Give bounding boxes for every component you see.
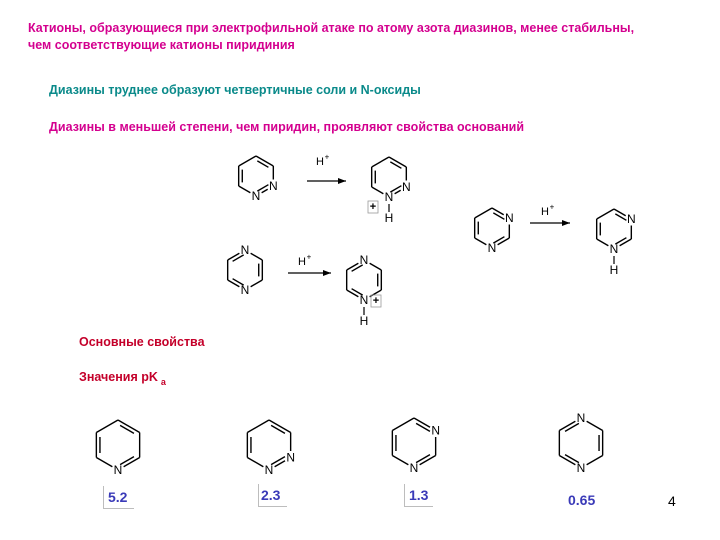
arrow-head <box>323 270 331 276</box>
nitrogen-atom-label: N <box>240 283 250 297</box>
pyrimidinium-cation <box>597 209 636 256</box>
ring-bond <box>587 421 603 430</box>
pka-value-pyrimidine: 1.3 <box>409 487 429 503</box>
pyridazinium-n-h <box>385 204 394 225</box>
nitrogen-atom-label: N <box>359 293 369 307</box>
reagent-charge-label: + <box>306 252 312 262</box>
header-line-2: чем соответствующие катионы пиридиния <box>28 38 295 52</box>
basic-properties-title: Основные свойства <box>79 335 205 349</box>
reagent-h-plus-3 <box>541 203 555 219</box>
pyrimidine-structure <box>392 418 440 475</box>
cation-charge-label: + <box>372 295 380 307</box>
arrow-head <box>338 178 346 184</box>
pyrimidinium-n-h <box>610 256 619 277</box>
ring-bond <box>392 418 414 431</box>
nitrogen-atom-label: N <box>487 241 497 255</box>
nitrogen-atom-label: N <box>359 253 369 267</box>
ring-bond <box>475 238 487 245</box>
nitrogen-atom-label: N <box>609 242 619 256</box>
reagent-h-label: H <box>316 156 324 168</box>
reagent-h-plus-1 <box>316 153 330 169</box>
nitrogen-atom-label: N <box>384 190 394 204</box>
reagent-charge-label: + <box>549 202 555 212</box>
reagent-charge-label: + <box>324 152 330 162</box>
ring-bond <box>597 239 609 246</box>
reagent-h-label: H <box>298 256 306 268</box>
nitrogen-atom-label: N <box>401 180 411 194</box>
statement-basicity: Диазины в меньшей степени, чем пиридин, проявляют свойства оснований <box>49 120 525 134</box>
ring-bond <box>559 421 575 430</box>
pka-label-subscript: a <box>160 376 166 387</box>
ring-double-bond <box>271 425 285 433</box>
pyrazine-reactant <box>228 243 263 297</box>
pyrazinium-charge <box>371 295 381 307</box>
hydrogen-atom-label: H <box>384 211 394 225</box>
ring-bond <box>96 420 118 433</box>
pyridazinium-charge <box>368 201 378 213</box>
pka-value-pyridine: 5.2 <box>108 489 128 505</box>
page-number: 4 <box>668 493 676 509</box>
ring-bond <box>597 209 614 219</box>
ring-double-bond <box>416 423 430 431</box>
nitrogen-atom-label: N <box>431 423 440 438</box>
ring-bond <box>414 418 430 427</box>
ring-bond <box>587 456 603 465</box>
nitrogen-atom-label: N <box>286 450 295 465</box>
ring-bond <box>475 208 492 218</box>
nitrogen-atom-label: N <box>240 243 250 257</box>
nitrogen-atom-label: N <box>251 189 261 203</box>
pka-label-text: Значения pK <box>79 370 158 384</box>
nitrogen-atom-label: N <box>113 463 123 477</box>
ring-bond <box>247 420 269 433</box>
pka-value-pyridazine: 2.3 <box>261 487 281 503</box>
nitrogen-atom-label: N <box>576 461 586 475</box>
reaction-arrow-1 <box>307 178 346 184</box>
nitrogen-atom-label: N <box>268 179 278 193</box>
reaction-arrow-3 <box>530 220 570 226</box>
reagent-h-plus-2 <box>298 253 312 269</box>
nitrogen-atom-label: N <box>504 211 514 225</box>
pyridine-structure <box>96 420 139 477</box>
pyridazine-reactant <box>239 156 278 203</box>
ring-bond <box>239 156 256 166</box>
ring-bond <box>372 157 389 167</box>
arrow-head <box>562 220 570 226</box>
ring-bond <box>370 263 382 270</box>
nitrogen-atom-label: N <box>409 461 419 475</box>
nitrogen-atom-label: N <box>626 212 636 226</box>
reagent-h-label: H <box>541 206 549 218</box>
ring-bond <box>395 190 401 194</box>
ring-bond <box>251 280 263 287</box>
ring-bond <box>239 186 251 193</box>
nitrogen-atom-label: N <box>576 411 586 425</box>
pyrimidine-reactant <box>475 208 514 255</box>
molecule-layer <box>96 153 635 478</box>
pka-value-pyrazine: 0.65 <box>568 492 596 508</box>
hydrogen-atom-label: H <box>609 263 619 277</box>
ring-bond <box>262 189 268 193</box>
pyrazine-structure <box>559 411 602 475</box>
pyridazinium-cation <box>372 157 411 204</box>
hydrogen-atom-label: H <box>359 314 369 328</box>
cation-charge-label: + <box>369 201 377 213</box>
ring-bond <box>559 456 575 465</box>
pyridazine-structure <box>247 420 295 477</box>
statement-quaternary-salts: Диазины труднее образуют четвертичные соли и N-оксиды <box>49 83 421 97</box>
ring-double-bond <box>120 425 134 433</box>
ring-bond <box>251 253 263 260</box>
ring-bond <box>372 187 384 194</box>
ring-bond <box>96 458 112 467</box>
ring-bond <box>420 456 436 465</box>
ring-bond <box>247 458 263 467</box>
ring-bond <box>392 456 408 465</box>
ring-bond <box>124 458 140 467</box>
reaction-arrow-2 <box>288 270 331 276</box>
pyrazinium-n-h <box>360 307 369 328</box>
header-line-1: Катионы, образующиеся при электрофильной атаке по атому азота диазинов, менее стабильны, <box>28 21 635 35</box>
nitrogen-atom-label: N <box>264 463 274 477</box>
